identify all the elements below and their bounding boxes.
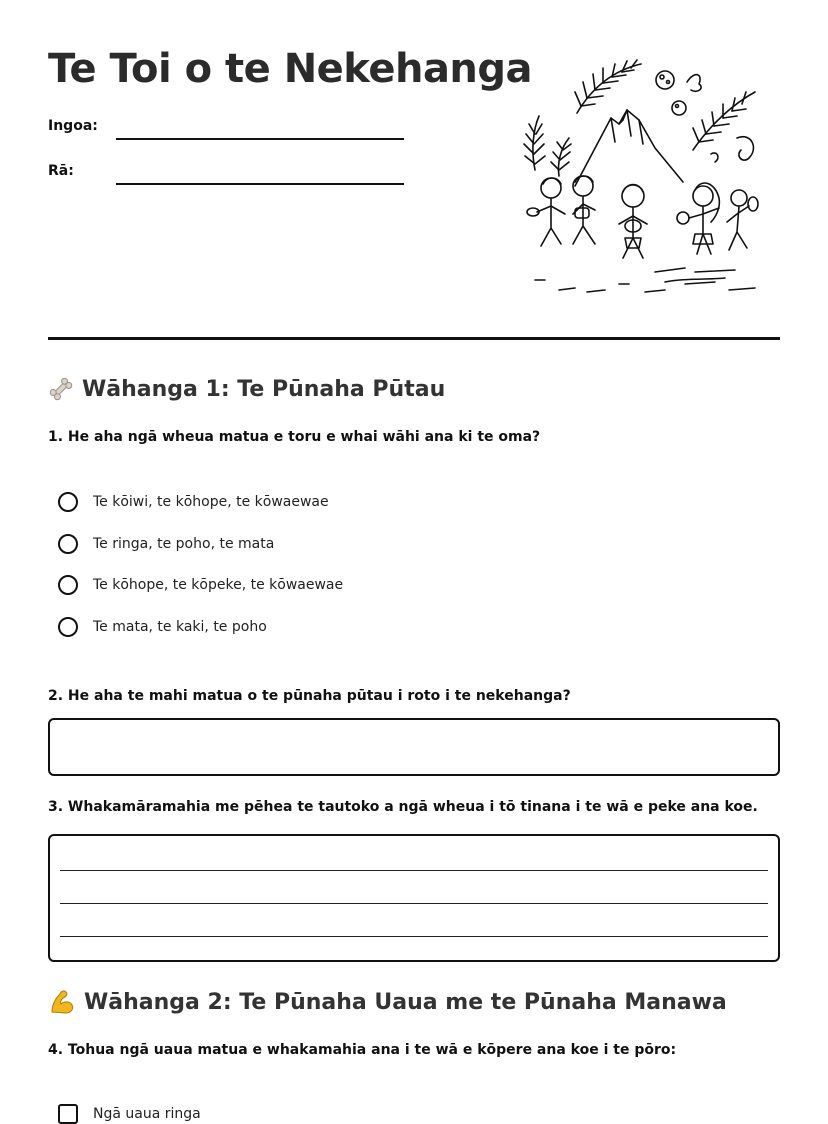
q1-option-4[interactable] [58,617,267,637]
q1-option-3[interactable] [58,575,343,595]
section-2-title: Wāhanga 2: Te Pūnaha Uaua me te Pūnaha Manawa [84,989,727,1015]
section-2-heading [48,988,727,1016]
radio-button[interactable] [58,617,78,637]
radio-button[interactable] [58,575,78,595]
flexed-bicep-icon [48,988,76,1016]
q4-option-1[interactable] [58,1104,201,1124]
header-divider [48,337,780,340]
worksheet-title: Te Toi o te Nekehanga [48,46,533,92]
question-3: 3. Whakamāramahia me pēhea te tautoko a ngā wheua i tō tinana i te wā e peke ana koe. [48,799,758,815]
option-label: Te mata, te kaki, te poho [93,619,267,635]
option-label: Te kōiwi, te kōhope, te kōwaewae [93,494,329,510]
q1-option-2[interactable] [58,534,274,554]
section-1-heading [48,376,445,402]
checkbox[interactable] [58,1104,78,1124]
writing-line [60,936,768,937]
question-2: 2. He aha te mahi matua o te pūnaha pūtau i roto i te nekehanga? [48,688,571,704]
radio-button[interactable] [58,534,78,554]
option-label: Te ringa, te poho, te mata [93,536,275,552]
writing-line [60,903,768,904]
name-label: Ingoa: [48,118,98,134]
option-label: Te kōhope, te kōpeke, te kōwaewae [93,577,344,593]
q2-answer-box[interactable] [48,718,780,776]
writing-line [60,870,768,871]
option-label: Ngā uaua ringa [93,1106,201,1122]
date-label: Rā: [48,163,74,179]
radio-button[interactable] [58,492,78,512]
section-1-title: Wāhanga 1: Te Pūnaha Pūtau [82,376,446,402]
q3-answer-box[interactable] [48,834,780,962]
question-4: 4. Tohua ngā uaua matua e whakamahia ana i te wā e kōpere ana koe i te pōro: [48,1042,677,1058]
bone-icon [48,376,74,402]
children-playing-illustration [515,58,765,296]
date-field[interactable] [116,183,404,185]
question-1: 1. He aha ngā wheua matua e toru e whai wāhi ana ki te oma? [48,429,541,445]
name-field[interactable] [116,138,404,140]
q1-option-1[interactable] [58,492,329,512]
